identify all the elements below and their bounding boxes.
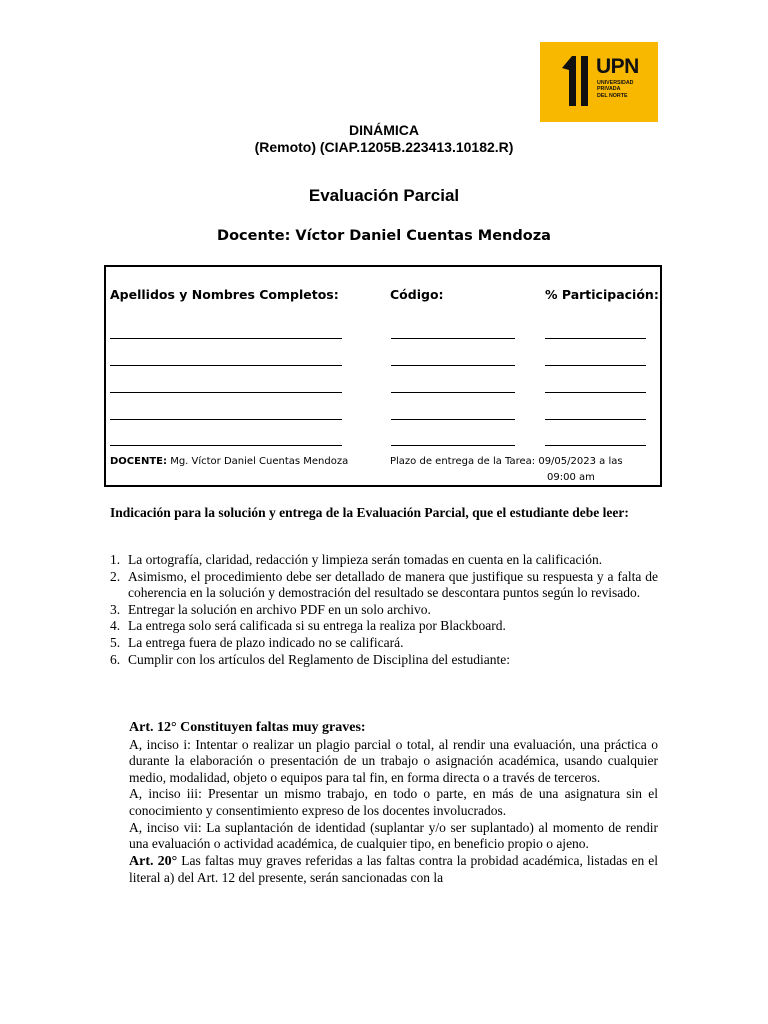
logo-subtitle: UNIVERSIDAD PRIVADA DEL NORTE [597, 80, 634, 99]
list-item: 2. Asimismo, el procedimiento debe ser detallado de manera que justifique su respuesta y a falta de coherencia en la solución y demostración del resultado se descontara puntos según lo revisado. [110, 568, 658, 601]
participation-blank-line[interactable] [545, 419, 646, 420]
name-blank-line[interactable] [110, 419, 342, 420]
upn-mark-icon [562, 56, 594, 106]
code-blank-line[interactable] [391, 445, 515, 446]
instructions-list [108, 552, 658, 668]
code-blank-line[interactable] [391, 365, 515, 366]
name-blank-line[interactable] [110, 445, 342, 446]
list-item: 5. La entrega fuera de plazo indicado no se calificará. [110, 634, 404, 650]
code-blank-line[interactable] [391, 338, 515, 339]
upn-logo [540, 42, 658, 122]
art20-title: Art. 20° [129, 853, 178, 869]
clause-iii: A, inciso iii: Presentar un mismo trabajo, en todo o parte, en más de una asignatura sin el conocimiento y consentimiento expreso de los docentes involucrados. [129, 786, 658, 818]
page-title: Evaluación Parcial [308, 186, 460, 205]
participation-blank-line[interactable] [545, 338, 646, 339]
participation-blank-line[interactable] [545, 392, 646, 393]
course-type: DINÁMICA [349, 122, 419, 138]
code-column-header: Código: [390, 287, 444, 302]
teacher-name: Docente: Víctor Daniel Cuentas Mendoza [217, 228, 551, 244]
names-column-header: Apellidos y Nombres Completos: [110, 287, 339, 302]
name-blank-line[interactable] [110, 392, 342, 393]
list-item: 6. Cumplir con los artículos del Reglamento de Disciplina del estudiante: [110, 651, 511, 667]
deadline-footer [390, 454, 623, 486]
clause-i: A, inciso i: Intentar o realizar un plagio parcial o total, al rendir una evaluación, una práctica o durante la elaboración o presentación de un trabajo o asignación académica, usando cualquier medio, modalidad, objeto o equipos para tal fin, en forma directa o a través de terceros. [129, 736, 658, 785]
list-item: 3. Entregar la solución en archivo PDF en un solo archivo. [110, 601, 431, 617]
art20-text: Las faltas muy graves referidas a las faltas contra la probidad académica, listadas en el literal a) del Art. 12 del presente, serán sancionadas con la [129, 852, 658, 886]
docente-label: DOCENTE: [110, 456, 167, 467]
course-code: (Remoto) (CIAP.1205B.223413.10182.R) [254, 139, 514, 155]
docente-footer [110, 454, 348, 470]
deadline-line-2: 09:00 am [547, 472, 595, 483]
clause-vii: A, inciso vii: La suplantación de identidad (suplantar y/o ser suplantado) al momento de rendir una evaluación o actividad académica, de cualquier tipo, en beneficio propio o ajeno. [129, 819, 658, 852]
logo-brand: UPN [596, 55, 639, 78]
student-form [104, 265, 662, 487]
list-item: 4. La entrega solo será calificada si su entrega la realiza por Blackboard. [110, 618, 506, 634]
participation-blank-line[interactable] [545, 445, 646, 446]
name-blank-line[interactable] [110, 338, 342, 339]
docente-value: Mg. Víctor Daniel Cuentas Mendoza [170, 456, 349, 467]
deadline-line-1: Plazo de entrega de la Tarea: 09/05/2023 a las [390, 456, 623, 467]
art20-paragraph [129, 853, 658, 887]
regulation-articles [129, 720, 658, 887]
code-blank-line[interactable] [391, 392, 515, 393]
instructions-intro: Indicación para la solución y entrega de la Evaluación Parcial, que el estudiante debe leer: [110, 505, 629, 520]
participation-blank-line[interactable] [545, 365, 646, 366]
list-item: 1. La ortografía, claridad, redacción y limpieza serán tomadas en cuenta en la calificación. [110, 552, 603, 567]
code-blank-line[interactable] [391, 419, 515, 420]
art12-title: Art. 12° Constituyen faltas muy graves: [129, 720, 366, 735]
participation-column-header: % Participación: [545, 287, 659, 302]
name-blank-line[interactable] [110, 365, 342, 366]
